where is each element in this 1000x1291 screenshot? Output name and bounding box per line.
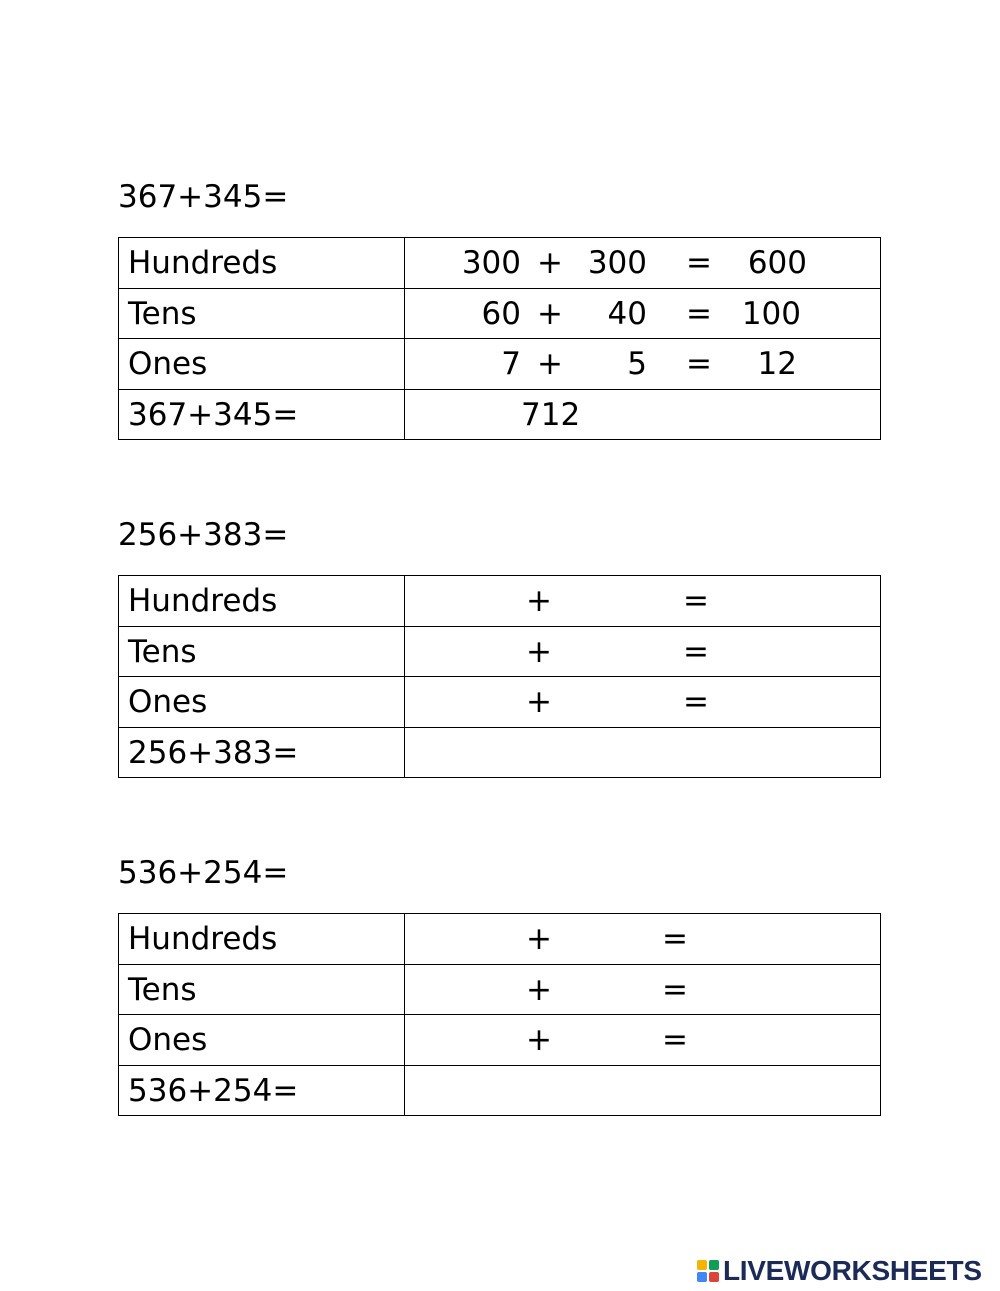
- plus-sign: +: [537, 245, 563, 281]
- row-result: 12: [757, 346, 797, 382]
- column-divider: [404, 965, 405, 1015]
- column-divider: [404, 1015, 405, 1065]
- logo-block: [709, 1260, 719, 1270]
- problem-1-table: [118, 237, 881, 440]
- column-divider: [404, 677, 405, 727]
- table-row-total: [119, 1066, 880, 1117]
- table-row-total: [119, 390, 880, 441]
- column-divider: [404, 390, 405, 441]
- row-label: Ones: [128, 684, 208, 720]
- plus-sign: +: [526, 971, 552, 1008]
- plus-sign: +: [537, 295, 563, 332]
- row-label: Hundreds: [128, 583, 278, 619]
- column-divider: [404, 289, 405, 339]
- problem-2-label: 256+383=: [118, 517, 289, 553]
- table-row-ones: [119, 677, 880, 728]
- total-label: 256+383=: [128, 734, 299, 771]
- addend-b: 5: [627, 346, 647, 382]
- addend-a: 60: [481, 295, 521, 332]
- logo-block: [697, 1272, 707, 1282]
- column-divider: [404, 339, 405, 389]
- equals-sign: =: [683, 684, 709, 720]
- total-label: 367+345=: [128, 396, 299, 433]
- table-row-ones: [119, 1015, 880, 1066]
- row-label: Ones: [128, 346, 208, 382]
- table-row-hundreds: [119, 576, 880, 627]
- equals-sign: =: [686, 245, 712, 281]
- table-row-tens: [119, 965, 880, 1016]
- liveworksheets-logo-icon: [697, 1260, 719, 1282]
- column-divider: [404, 627, 405, 677]
- problem-3-table: [118, 913, 881, 1116]
- table-row-hundreds: [119, 238, 880, 289]
- problem-2-table: [118, 575, 881, 778]
- addend-b: 300: [587, 245, 647, 281]
- plus-sign: +: [526, 921, 552, 957]
- table-row-tens: [119, 289, 880, 340]
- table-row-ones: [119, 339, 880, 390]
- column-divider: [404, 238, 405, 288]
- plus-sign: +: [537, 346, 563, 382]
- logo-block: [697, 1260, 707, 1270]
- table-row-tens: [119, 627, 880, 678]
- column-divider: [404, 1066, 405, 1117]
- equals-sign: =: [662, 1022, 688, 1058]
- table-row-hundreds: [119, 914, 880, 965]
- row-label: Ones: [128, 1022, 208, 1058]
- liveworksheets-logo: [697, 1255, 982, 1287]
- column-divider: [404, 914, 405, 964]
- equals-sign: =: [686, 295, 712, 332]
- problem-3-label: 536+254=: [118, 855, 289, 891]
- row-label: Tens: [128, 295, 197, 332]
- equals-sign: =: [683, 583, 709, 619]
- total-value: 712: [521, 396, 581, 433]
- equals-sign: =: [662, 971, 688, 1008]
- column-divider: [404, 728, 405, 779]
- total-label: 536+254=: [128, 1072, 299, 1109]
- equals-sign: =: [686, 346, 712, 382]
- row-label: Hundreds: [128, 921, 278, 957]
- addend-a: 7: [501, 346, 521, 382]
- problem-1-label: 367+345=: [118, 179, 289, 215]
- row-result: 100: [741, 295, 801, 332]
- logo-text: LIVEWORKSHEETS: [723, 1255, 982, 1286]
- plus-sign: +: [526, 1022, 552, 1058]
- addend-b: 40: [607, 295, 647, 332]
- addend-a: 300: [461, 245, 521, 281]
- row-result: 600: [747, 245, 807, 281]
- row-label: Hundreds: [128, 245, 278, 281]
- equals-sign: =: [662, 921, 688, 957]
- plus-sign: +: [526, 684, 552, 720]
- plus-sign: +: [526, 583, 552, 619]
- equals-sign: =: [683, 633, 709, 670]
- logo-block: [709, 1272, 719, 1282]
- plus-sign: +: [526, 633, 552, 670]
- table-row-total: [119, 728, 880, 779]
- column-divider: [404, 576, 405, 626]
- row-label: Tens: [128, 633, 197, 670]
- row-label: Tens: [128, 971, 197, 1008]
